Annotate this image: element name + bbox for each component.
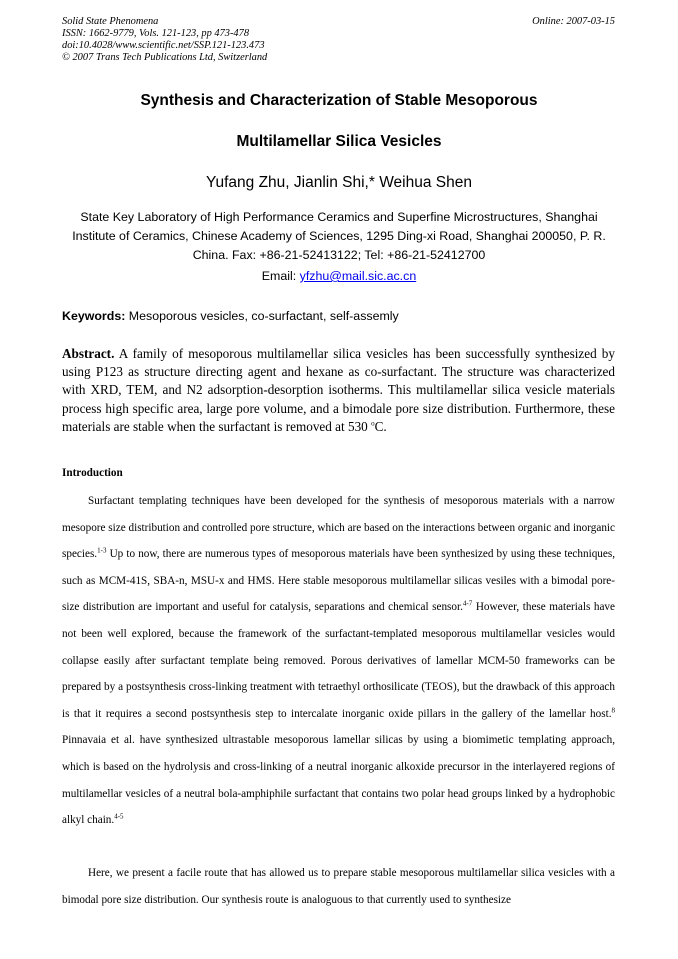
affiliation bbox=[62, 208, 616, 265]
keywords-text: Mesoporous vesicles, co-surfactant, self-assemly bbox=[125, 309, 399, 323]
introduction-paragraph-2 bbox=[62, 860, 615, 913]
intro-p1-text-2: Up to now, there are numerous types of mesoporous materials have been synthesized by using these techniques, such as MCM-41S, SBA-n, MSU-x and HMS. Here stable mesoporous multilamellar silicas vesiles with a bimodal pore-size distribution are important and useful for catalysis, separations and chemical sensor. bbox=[62, 548, 615, 614]
degree-superscript: o bbox=[371, 419, 375, 428]
online-date: Online: 2007-03-15 bbox=[532, 16, 615, 27]
doi-line: doi:10.4028/www.scientific.net/SSP.121-123.473 bbox=[62, 40, 265, 51]
citation-superscript: 4-7 bbox=[462, 599, 473, 608]
abstract-text-end: C. bbox=[374, 418, 387, 434]
copyright-line: © 2007 Trans Tech Publications Ltd, Switzerland bbox=[62, 52, 268, 63]
intro-p1-text-4: Pinnavaia et al. have synthesized ultrastable mesoporous lamellar silicas by using a biomimetic templating approach, which is based on the hydrolysis and cross-linking of a neutral inorganic alkoxide precursor in the interlayered regions of multilamellar vesicles of a neutral bola-amphiphile surfactant that contains two polar head groups linked by a hydrophobic alkyl chain. bbox=[62, 734, 615, 827]
journal-name: Solid State Phenomena bbox=[62, 16, 159, 27]
affiliation-line-2: Institute of Ceramics, Chinese Academy of Sciences, 1295 Ding-xi Road, Shanghai 200050, P. R. bbox=[72, 229, 606, 243]
introduction-paragraph-1 bbox=[62, 488, 615, 834]
intro-p2-text: Here, we present a facile route that has allowed us to prepare stable mesoporous multilamellar silica vesicles with a bimodal pore size distribution. Our synthesis route is analoguous to that currently used to synthesize bbox=[62, 867, 615, 906]
citation-superscript: 4-5 bbox=[114, 812, 124, 821]
citation-superscript: 8 bbox=[611, 706, 615, 715]
keywords bbox=[62, 309, 399, 323]
email-line bbox=[62, 269, 616, 283]
keywords-label: Keywords: bbox=[62, 309, 126, 323]
affiliation-line-1: State Key Laboratory of High Performance Ceramics and Superfine Microstructures, Shanghai bbox=[80, 210, 598, 224]
paper-title-line-1: Synthesis and Characterization of Stable Mesoporous bbox=[140, 92, 538, 109]
journal-header bbox=[62, 16, 267, 64]
email-link[interactable]: yfzhu@mail.sic.ac.cn bbox=[299, 269, 417, 283]
intro-p1-text-3: However, these materials have not been well explored, because the framework of the surfactant-templated mesoporous multilamellar vesicles would collapse easily after surfactant template being removed. Porous derivatives of lamellar MCM-50 frameworks can be prepared by a postsynthesis cross-linking treatment with tetraethyl orthosilicate (TEOS), but the drawback of this approach is that it requires a second postsynthesis step to intercalate inorganic oxide pillars in the gallery of the lamellar host. bbox=[62, 601, 615, 720]
email-label: Email: bbox=[261, 269, 300, 283]
abstract bbox=[62, 345, 615, 436]
section-heading-introduction: Introduction bbox=[62, 467, 123, 479]
abstract-text: A family of mesoporous multilamellar silica vesicles has been successfully synthesized by using P123 as structure directing agent and hexane as co-surfactant. The structure was characterized with XRD, TEM, and N2 adsorption-desorption isotherms. This multilamellar silica vesicle materials process high specific area, large pore volume, and a bimodale pore size distribution. Furthermore, these materials are stable when the surfactant is removed at 530 bbox=[62, 346, 615, 434]
paper-title-line-2: Multilamellar Silica Vesicles bbox=[236, 133, 442, 150]
issn-line: ISSN: 1662-9779, Vols. 121-123, pp 473-478 bbox=[62, 28, 250, 39]
authors: Yufang Zhu, Jianlin Shi,* Weihua Shen bbox=[206, 174, 472, 191]
abstract-label: Abstract. bbox=[62, 346, 115, 361]
citation-superscript: 1-3 bbox=[97, 546, 107, 555]
intro-p1-text-1: Surfactant templating techniques have been developed for the synthesis of mesoporous materials with a narrow mesopore size distribution and controlled pore structure, which are based on the interactions between organic and inorganic species. bbox=[62, 495, 615, 561]
affiliation-line-3: China. Fax: +86-21-52413122; Tel: +86-21-52412700 bbox=[192, 248, 486, 262]
